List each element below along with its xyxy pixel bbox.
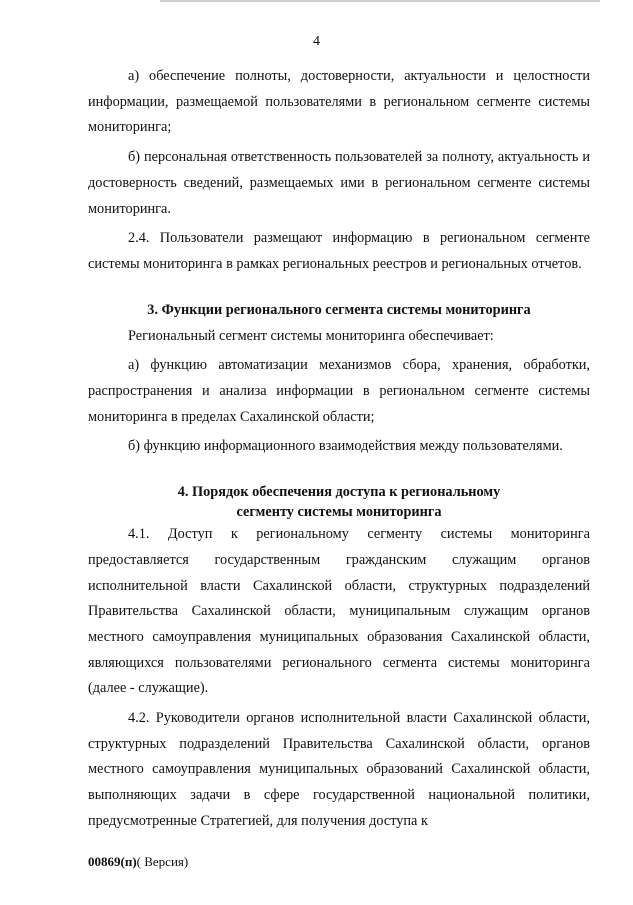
section-4-title-line1: 4. Порядок обеспечения доступа к региональному	[177, 484, 501, 501]
paragraph-4-2: 4.2. Руководители органов исполнительной власти Сахалинской области, структурных подразделений Правительства Сахалинской области, органов местного самоуправления муниципальных образований Сахалинской области, выполняющих задачи в сфере государственной национальной политики, предусмотренные Стратегией, для получения доступа к	[88, 710, 590, 829]
page-number: 4	[313, 34, 320, 49]
paragraph-4-1: 4.1. Доступ к региональному сегменту системы мониторинга предоставляется государственным гражданским служащим органов исполнительной власти Сахалинской области, структурных подразделений Правительства Сахалинской области, муниципальным служащим органов местного самоуправления муниципальных образования Сахалинской области, являющихся пользователями регионального сегмента системы мониторинга (далее - служащие).	[88, 526, 590, 697]
top-border-line	[0, 0, 633, 2]
document-code: 00869(п)	[88, 854, 137, 869]
paragraph-2-4: 2.4. Пользователи размещают информацию в региональном сегменте системы мониторинга в рамках региональных реестров и региональных отчетов.	[88, 230, 590, 272]
document-footer	[88, 854, 188, 870]
paragraph-b-responsibility: б) персональная ответственность пользователей за полноту, актуальность и достоверность сведений, размещаемых ими в региональном сегменте системы мониторинга.	[88, 149, 590, 217]
document-body	[88, 64, 590, 835]
section-3-title: 3. Функции регионального сегмента системы мониторинга	[147, 301, 531, 318]
paragraph-a-completeness: а) обеспечение полноты, достоверности, актуальности и целостности информации, размещаемой пользователями в региональном сегменте системы мониторинга;	[88, 68, 590, 136]
section-3-item-a: а) функцию автоматизации механизмов сбора, хранения, обработки, распространения и анализа информации в региональном сегменте системы мониторинга в пределах Сахалинской области;	[88, 357, 590, 425]
section-4-title-line2: сегменту системы мониторинга	[236, 504, 442, 521]
document-version-label: ( Версия)	[136, 854, 189, 869]
section-3-intro: Региональный сегмент системы мониторинга обеспечивает:	[128, 327, 494, 344]
section-3-item-b: б) функцию информационного взаимодействия между пользователями.	[128, 438, 563, 455]
